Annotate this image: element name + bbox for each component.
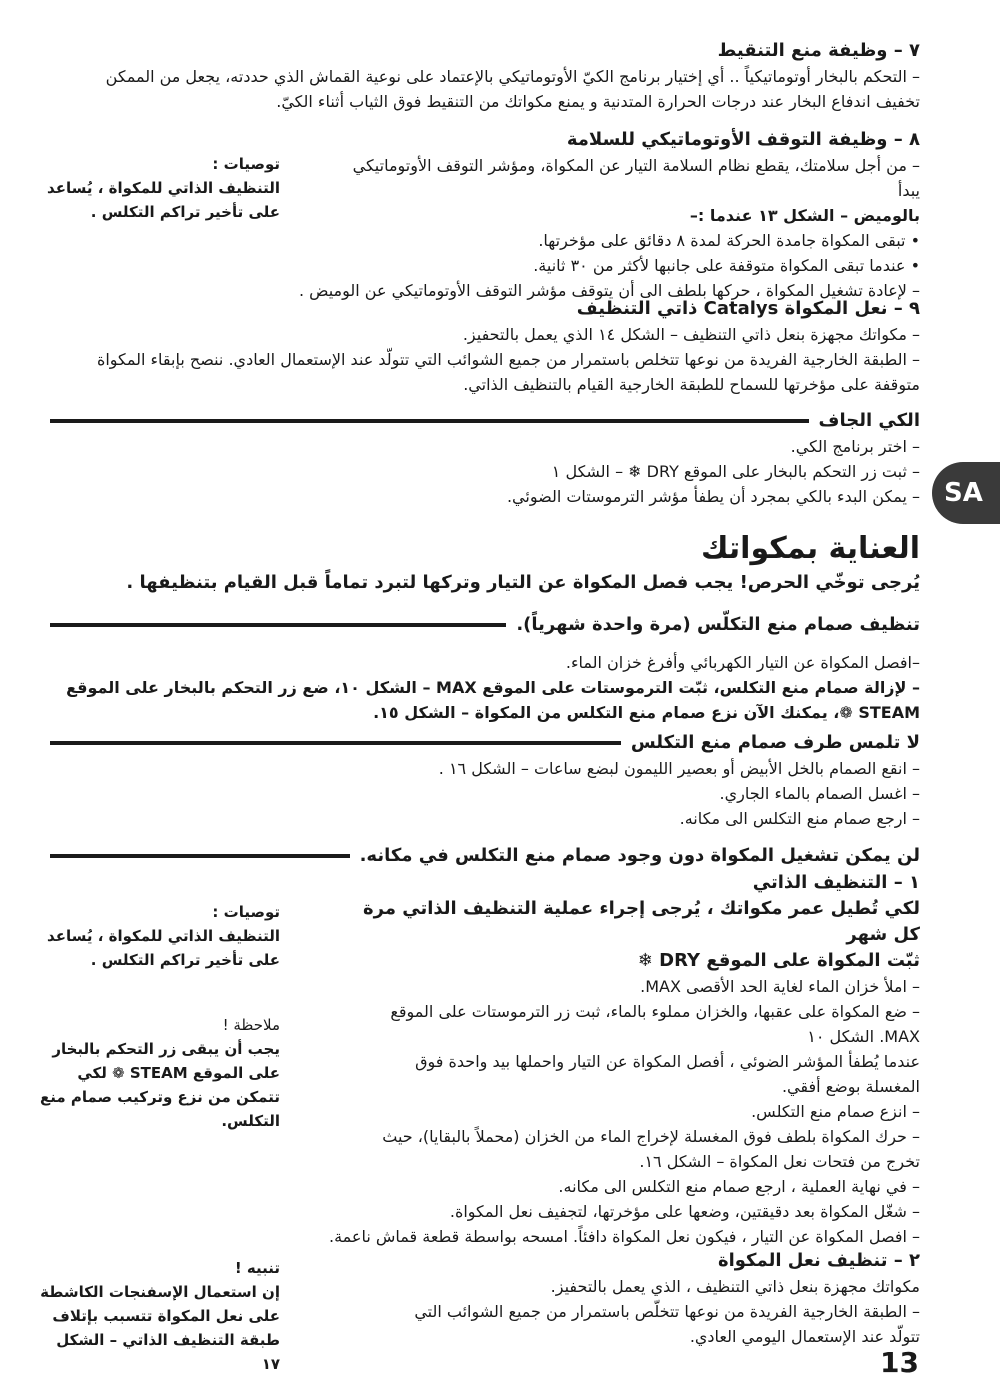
- paragraph-line: بالوميض – الشكل ١٣ عندما :–: [689, 206, 920, 225]
- section-valve-cleaning: [50, 612, 920, 725]
- paragraph-line: تخفيف اندفاع البخار عند درجات الحرارة المتدنية و يمنع مكواتك من التنقيط فوق الثياب أثناء الكيّ.: [276, 92, 920, 111]
- language-tab: SA: [932, 462, 1000, 524]
- paragraph-line: – انزع صمام منع التكلس.: [751, 1102, 920, 1121]
- section-auto-off: [298, 127, 920, 303]
- page-number: 13: [880, 1346, 919, 1379]
- section-title-rule: [50, 730, 920, 756]
- paragraph-line: – مكواتك مجهزة بنعل ذاتي التنظيف – الشكل ١٤ الذي يعمل بالتحفيز.: [462, 325, 920, 344]
- note-line: يجب أن يبقى زر التحكم بالبخار: [52, 1040, 280, 1058]
- divider: [50, 623, 506, 627]
- section-sole-cleaning: [340, 1248, 920, 1349]
- paragraph-line: تتولّد عند الإستعمال اليومي العادي.: [689, 1327, 920, 1346]
- note-line: التكلس.: [221, 1112, 280, 1130]
- section-title-rule: [50, 843, 920, 869]
- paragraph-line: – اغسل الصمام بالماء الجاري.: [719, 784, 920, 803]
- sidebar-note: [40, 1013, 280, 1133]
- paragraph-line: – لإعادة تشغيل المكواة ، حركها بلطف الى أن يتوقف مؤشر التوقف الأوتوماتيكي عن الوميض .: [298, 281, 920, 300]
- tip-title: توصيات :: [212, 903, 280, 921]
- warning-title: تنبيه !: [234, 1259, 280, 1277]
- tip-line: التنظيف الذاتي للمكواة ، يُساعد: [47, 927, 280, 945]
- warning-line: إن استعمال الإسفنجات الكاشطة: [40, 1283, 280, 1301]
- section-title: ٢ – تنظيف نعل المكواة: [717, 1250, 920, 1271]
- divider: [50, 419, 809, 423]
- paragraph-line: – من أجل سلامتك، يقطع نظام السلامة التيار عن المكواة، ومؤشر التوقف الأوتوماتيكي يبدأ: [352, 156, 920, 200]
- section-title: لا تلمس طرف صمام منع التكلس: [630, 732, 920, 753]
- paragraph-line: – اختر برنامج الكي.: [790, 437, 920, 456]
- note-title: ملاحظة !: [222, 1016, 280, 1034]
- section-title: لن يمكن تشغيل المكواة دون وجود صمام منع التكلس في مكانه.: [359, 845, 920, 866]
- paragraph-line: مكواتك مجهزة بنعل ذاتي التنظيف ، الذي يعمل بالتحفيز.: [550, 1277, 920, 1296]
- note-line: تتمكن من نزع وتركيب صمام منع: [40, 1088, 280, 1106]
- paragraph-line: – حرك المكواة بلطف فوق المغسلة لإخراج الماء من الخزان (محملاً بالبقايا)، حيث: [382, 1127, 920, 1146]
- tip-line: على تأخير تراكم التكلس .: [90, 203, 280, 221]
- section-anti-drip: [50, 38, 920, 114]
- section-self-clean: [328, 870, 920, 1249]
- tip-line: على تأخير تراكم التكلس .: [90, 951, 280, 969]
- warning-line: على نعل المكواة تتسبب بإتلاف: [52, 1307, 280, 1325]
- paragraph-line: – ثبت زر التحكم بالبخار على الموقع DRY ❄ – الشكل ١: [551, 462, 920, 481]
- divider: [50, 741, 621, 745]
- sidebar-warning: [40, 1256, 280, 1376]
- section-title: ٩ – نعل المكواة Catalys ذاتي التنظيف: [576, 298, 920, 319]
- paragraph-line: – لإزالة صمام منع التكلس، ثبّت الترموستات على الموقع MAX – الشكل ١٠، ضع زر التحكم بالبخار على الموقع: [66, 678, 920, 697]
- paragraph-line: عندما يُطفأ المؤشر الضوئي ، أفصل المكواة عن التيار واحملها بيد واحدة فوق: [415, 1052, 920, 1071]
- note-line: على الموقع STEAM ❁ لكي: [77, 1064, 280, 1082]
- paragraph-line: – ارجع صمام منع التكلس الى مكانه.: [679, 809, 920, 828]
- paragraph-line: STEAM ❁، يمكنك الآن نزع صمام منع التكلس من المكواة – الشكل ١٥.: [373, 703, 920, 722]
- list-item: • تبقى المكواة جامدة الحركة لمدة ٨ دقائق على مؤخرتها.: [538, 231, 920, 250]
- section-title: ١ – التنظيف الذاتي: [752, 872, 920, 893]
- section-title-rule: [50, 408, 920, 434]
- section-title: تنظيف صمام منع التكلّس (مرة واحدة شهرياً).: [516, 614, 920, 635]
- sidebar-tip: [40, 152, 280, 224]
- section-no-touch: [50, 730, 920, 831]
- section-title: الكي الجاف: [818, 410, 920, 431]
- bold-line: ثبّت المكواة على الموقع DRY ❄: [637, 950, 920, 971]
- section-title: ٨ – وظيفة التوقف الأوتوماتيكي للسلامة: [566, 129, 920, 150]
- paragraph-line: –افصل المكواة عن التيار الكهربائي وأفرغ خزان الماء.: [565, 653, 920, 672]
- bold-line: لكي تُطيل عمر مكواتك ، يُرجى إجراء عملية التنظيف الذاتي مرة كل شهر: [363, 898, 920, 945]
- warning-line: طبقة التنظيف الذاتي – الشكل ١٧: [56, 1331, 280, 1373]
- paragraph-line: – يمكن البدء بالكي بمجرد أن يطفأ مؤشر الترموستات الضوئي.: [506, 487, 920, 506]
- paragraph-line: – الطبقة الخارجية الفريدة من نوعها تتخلص باستمرار من جميع الشوائب التي تتولّد عند الإستعمال العادي. ننصح بإبقاء المكواة: [96, 350, 920, 369]
- list-item: • عندما تبقى المكواة متوقفة على جانبها لأكثر من ٣٠ ثانية.: [533, 256, 920, 275]
- paragraph-line: – افصل المكواة عن التيار ، فيكون نعل المكواة دافئاً. امسحه بواسطة قطعة قماش ناعمة.: [328, 1227, 920, 1246]
- section-dry-ironing: [50, 408, 920, 509]
- section-care: [50, 528, 920, 596]
- paragraph-line: متوقفة على مؤخرتها للسماح للطبقة الخارجية القيام بالتنظيف الذاتي.: [463, 375, 920, 394]
- tip-line: التنظيف الذاتي للمكواة ، يُساعد: [47, 179, 280, 197]
- care-warning: يُرجى توخّي الحرص! يجب فصل المكواة عن التيار وتركها لتبرد تماماً قبل القيام بتنظيفها .: [126, 572, 920, 593]
- paragraph-line: – املأ خزان الماء لغاية الحد الأقصى MAX.: [640, 977, 920, 996]
- paragraph-line: – في نهاية العملية ، ارجع صمام منع التكلس الى مكانه.: [558, 1177, 920, 1196]
- paragraph-line: – الطبقة الخارجية الفريدة من نوعها تتخلّص باستمرار من جميع الشوائب التي: [414, 1302, 920, 1321]
- section-title-rule: [50, 612, 920, 638]
- paragraph-line: – شغّل المكواة بعد دقيقتين، وضعها على مؤخرتها، لتجفيف نعل المكواة.: [449, 1202, 920, 1221]
- paragraph-line: تخرج من فتحات نعل المكواة – الشكل ١٦.: [639, 1152, 920, 1171]
- paragraph-line: – ضع المكواة على عقبها، والخزان مملوء بالماء، ثبت زر الترموستات على الموقع: [390, 1002, 920, 1021]
- section-catalys-sole: [50, 296, 920, 397]
- paragraph-line: – التحكم بالبخار أوتوماتيكياً .. أي إختيار برنامج الكيّ الأوتوماتيكي بالإعتماد على نوعية القماش الذي حددته، يجعل من الممكن: [105, 67, 920, 86]
- paragraph-line: MAX. الشكل ١٠: [807, 1027, 920, 1046]
- section-title: ٧ – وظيفة منع التنقيط: [717, 40, 920, 61]
- page-heading: العناية بمكواتك: [700, 531, 920, 566]
- sidebar-tip: [40, 900, 280, 972]
- paragraph-line: المغسلة بوضع أفقي.: [781, 1077, 920, 1096]
- section-no-operate: [50, 843, 920, 869]
- tip-title: توصيات :: [212, 155, 280, 173]
- divider: [50, 854, 350, 858]
- paragraph-line: – انقع الصمام بالخل الأبيض أو بعصير الليمون لبضع ساعات – الشكل ١٦ .: [438, 759, 920, 778]
